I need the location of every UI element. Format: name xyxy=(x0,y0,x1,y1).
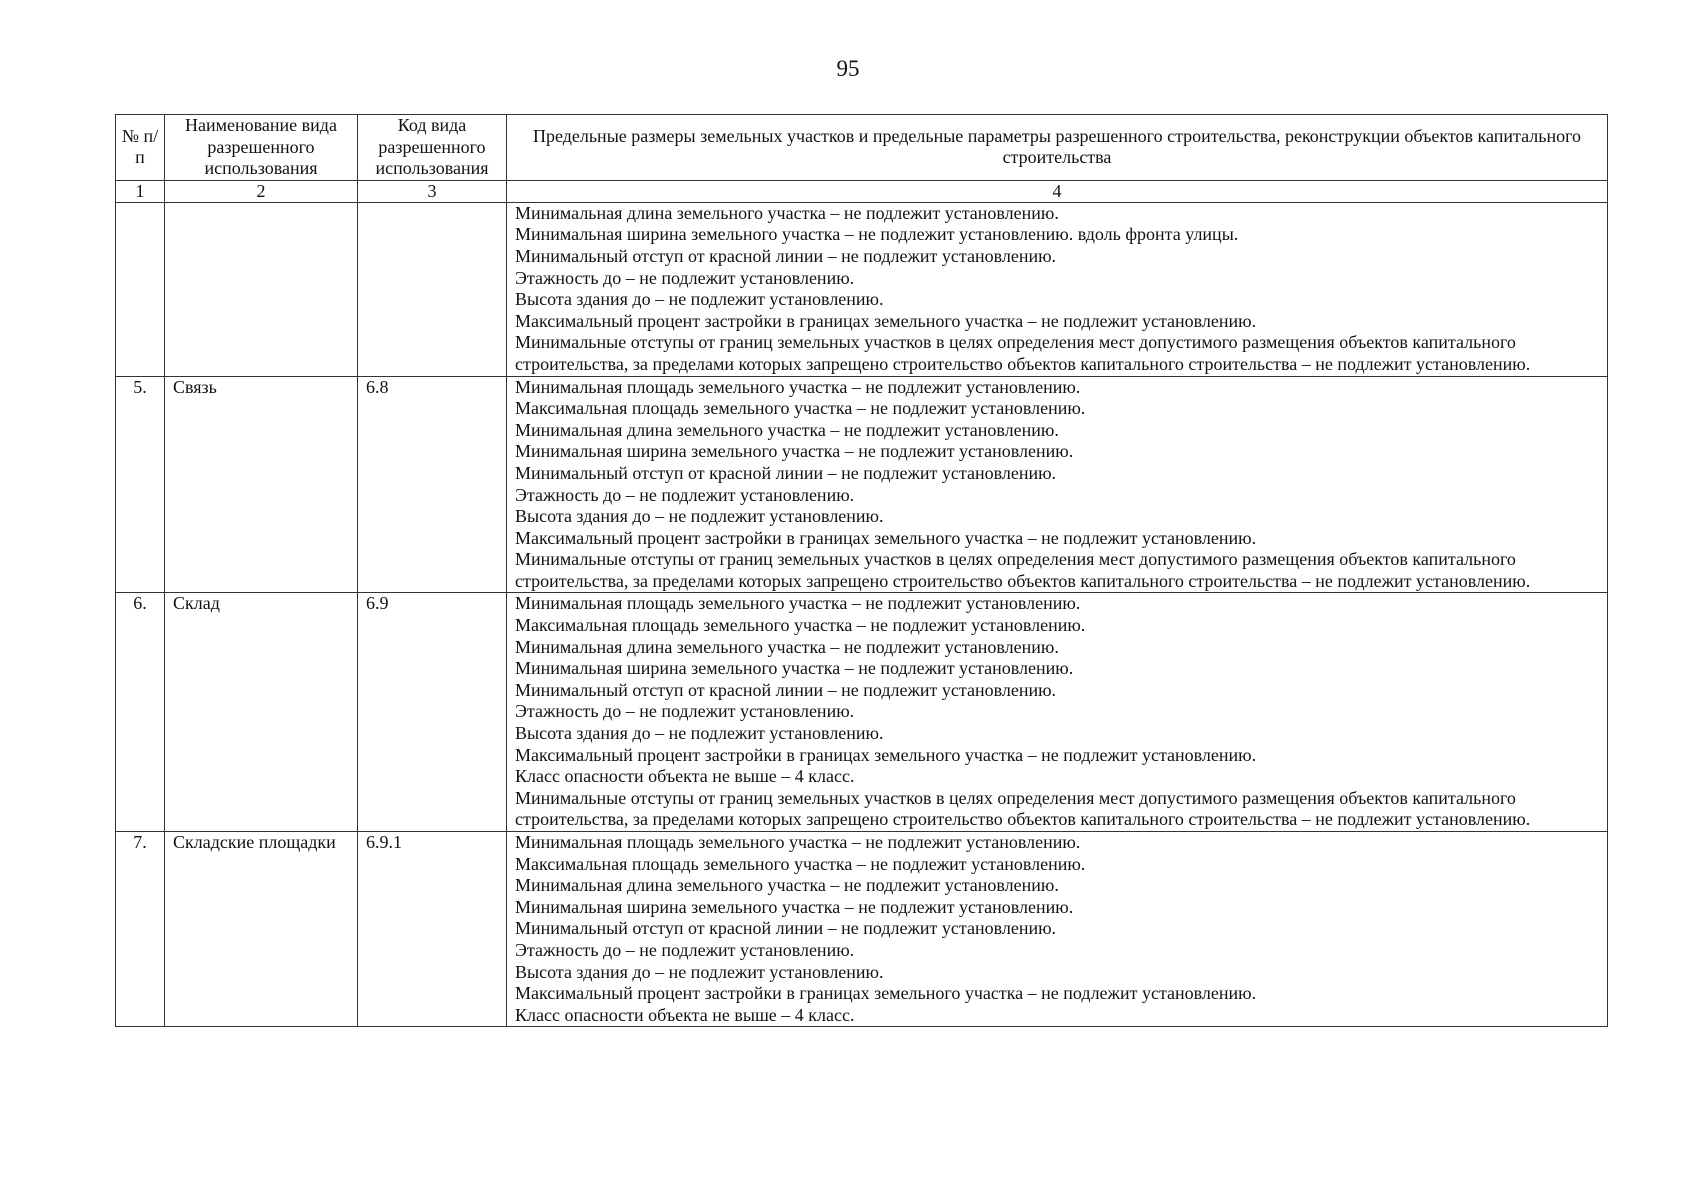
parameter-line: Минимальная площадь земельного участка – не подлежит установлению. xyxy=(515,593,1081,614)
parameter-line: Минимальный отступ от красной линии – не подлежит установлению. xyxy=(515,462,1057,483)
header-number: № п/п xyxy=(116,115,165,181)
parameter-line: Этажность до – не подлежит установлению. xyxy=(515,939,855,960)
header-row xyxy=(116,115,1608,181)
table-row xyxy=(116,202,1608,376)
parameter-line: Максимальная площадь земельного участка – не подлежит установлению. xyxy=(515,615,1086,636)
row-number: 5. xyxy=(116,376,165,593)
parameter-line: Максимальный процент застройки в границах земельного участка – не подлежит установлению. xyxy=(515,310,1257,331)
use-code: 6.9.1 xyxy=(358,832,507,1027)
column-index: 2 xyxy=(165,180,358,202)
parameter-line: Минимальный отступ от красной линии – не подлежит установлению. xyxy=(515,245,1057,266)
parameter-line: Высота здания до – не подлежит установлению. xyxy=(515,723,884,744)
parameter-line: Этажность до – не подлежит установлению. xyxy=(515,484,855,505)
regulations-table xyxy=(115,114,1608,1027)
column-index: 1 xyxy=(116,180,165,202)
use-name: Связь xyxy=(165,376,358,593)
use-code xyxy=(358,202,507,376)
parameter-line: Минимальная площадь земельного участка – не подлежит установлению. xyxy=(515,376,1081,397)
column-index: 4 xyxy=(507,180,1608,202)
parameter-line: Минимальная длина земельного участка – не подлежит установлению. xyxy=(515,875,1059,896)
parameter-line: Минимальная длина земельного участка – не подлежит установлению. xyxy=(515,419,1059,440)
use-name: Складские площадки xyxy=(165,832,358,1027)
parameters-cell xyxy=(507,593,1608,832)
parameter-line: Класс опасности объекта не выше – 4 класс. xyxy=(515,766,855,787)
parameter-line: Минимальный отступ от красной линии – не подлежит установлению. xyxy=(515,918,1057,939)
parameter-line: Минимальная площадь земельного участка – не подлежит установлению. xyxy=(515,832,1081,852)
use-name xyxy=(165,202,358,376)
page-number: 95 xyxy=(836,56,860,81)
parameter-line: Максимальная площадь земельного участка – не подлежит установлению. xyxy=(515,853,1086,874)
table-body xyxy=(116,202,1608,1027)
use-code: 6.9 xyxy=(358,593,507,832)
row-number: 7. xyxy=(116,832,165,1027)
row-number: 6. xyxy=(116,593,165,832)
parameter-line: Минимальные отступы от границ земельных участков в целях определения мест допустимого размещения объектов капитального строительства, за пределами которых запрещено строительство объектов капитального строительства – не подлежит установлению. xyxy=(515,549,1531,591)
parameter-line: Максимальный процент застройки в границах земельного участка – не подлежит установлению. xyxy=(515,983,1257,1004)
parameter-line: Высота здания до – не подлежит установлению. xyxy=(515,961,884,982)
parameters-cell xyxy=(507,202,1608,376)
parameter-line: Минимальная ширина земельного участка – не подлежит установлению. вдоль фронта улицы. xyxy=(515,224,1239,245)
header-use-code: Код вида разрешенного использования xyxy=(358,115,507,181)
parameter-line: Минимальная ширина земельного участка – не подлежит установлению. xyxy=(515,441,1074,462)
row-number xyxy=(116,202,165,376)
parameter-line: Максимальный процент застройки в границах земельного участка – не подлежит установлению. xyxy=(515,744,1257,765)
column-index-row xyxy=(116,180,1608,202)
parameter-line: Минимальная длина земельного участка – не подлежит установлению. xyxy=(515,202,1059,223)
header-parameters: Предельные размеры земельных участков и предельные параметры разрешенного строительства, реконструкции объектов капитального строительства xyxy=(507,115,1608,181)
parameters-cell xyxy=(507,832,1608,1027)
parameter-line: Минимальные отступы от границ земельных участков в целях определения мест допустимого размещения объектов капитального строительства, за пределами которых запрещено строительство объектов капитального строительства – не подлежит установлению. xyxy=(515,332,1531,374)
parameter-line: Высота здания до – не подлежит установлению. xyxy=(515,506,884,527)
parameter-line: Минимальная ширина земельного участка – не подлежит установлению. xyxy=(515,896,1074,917)
parameter-line: Максимальная площадь земельного участка – не подлежит установлению. xyxy=(515,398,1086,419)
column-index: 3 xyxy=(358,180,507,202)
use-code: 6.8 xyxy=(358,376,507,593)
parameter-line: Класс опасности объекта не выше – 4 класс. xyxy=(515,1004,855,1025)
parameter-line: Этажность до – не подлежит установлению. xyxy=(515,267,855,288)
table-row xyxy=(116,376,1608,593)
parameter-line: Максимальный процент застройки в границах земельного участка – не подлежит установлению. xyxy=(515,527,1257,548)
header-use-name: Наименование вида разрешенного использования xyxy=(165,115,358,181)
use-name: Склад xyxy=(165,593,358,832)
parameter-line: Этажность до – не подлежит установлению. xyxy=(515,701,855,722)
parameter-line: Минимальная длина земельного участка – не подлежит установлению. xyxy=(515,636,1059,657)
parameters-cell xyxy=(507,376,1608,593)
parameter-line: Минимальный отступ от красной линии – не подлежит установлению. xyxy=(515,679,1057,700)
parameter-line: Минимальная ширина земельного участка – не подлежит установлению. xyxy=(515,658,1074,679)
parameter-line: Высота здания до – не подлежит установлению. xyxy=(515,289,884,310)
table-row xyxy=(116,593,1608,832)
table-row xyxy=(116,832,1608,1027)
parameter-line: Минимальные отступы от границ земельных участков в целях определения мест допустимого размещения объектов капитального строительства, за пределами которых запрещено строительство объектов капитального строительства – не подлежит установлению. xyxy=(515,787,1531,830)
